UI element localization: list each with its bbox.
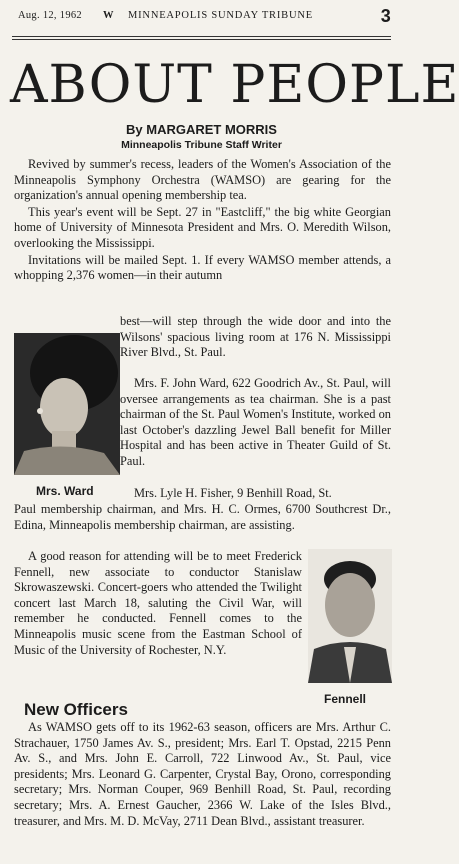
portrait-image bbox=[14, 333, 120, 475]
issue-date: Aug. 12, 1962 bbox=[18, 10, 82, 21]
paragraph-1: Revived by summer's recess, leaders of the Women's Association of the Minneapolis Symphony Orchestra (WAMSO) are gearing for the organization's annual opening membership tea. bbox=[14, 157, 391, 203]
section-subhead: New Officers bbox=[24, 700, 128, 719]
masthead-rule-thin bbox=[12, 39, 391, 40]
paragraph-4: Mrs. F. John Ward, 622 Goodrich Av., St. Paul, will oversee arrangements as tea chairman. She is a past chairman of the St. Paul Women's Institute, worked on last October's dazzling Jewel Ball benefit for Miller Hospital and has been active in Theater Guild of St. Paul. bbox=[120, 376, 391, 468]
paragraph-5-start: Mrs. Lyle H. Fisher, 9 Benhill Road, St. bbox=[134, 486, 332, 500]
mrs-ward-caption: Mrs. Ward bbox=[36, 484, 94, 498]
fennell-caption: Fennell bbox=[324, 692, 367, 706]
byline-credit: Minneapolis Tribune Staff Writer bbox=[121, 139, 282, 151]
portrait-image bbox=[308, 549, 392, 683]
byline: By MARGARET MORRIS bbox=[126, 122, 277, 137]
page-number: 3 bbox=[380, 6, 391, 26]
paragraph-3-start: Invitations will be mailed Sept. 1. If every WAMSO member attends, a whopping 2,376 women—in their autumn bbox=[14, 252, 391, 283]
paragraph-3-end: best—will step through the wide door and into the Wilsons' spacious living room at 176 N. Mississippi River Blvd., St. Paul. bbox=[120, 314, 391, 360]
paragraph-7: As WAMSO gets off to its 1962-63 season, officers are Mrs. Arthur C. Strachauer, 1750 James Av. S., president; Mrs. Earl T. Opstad, 2215 Penn Av. S., and Mrs. John E. Carroll, 722 Linwood Av., St. Paul, vice presidents; Mrs. Leonard G. Carpenter, Crystal Bay, Orono, corresponding secretary; Mrs. Norman Couper, 969 Benhill Road, St. Paul, recording secretary; Mrs. A. Ernest Gaucher, 2366 W. Lake of the Isles Blvd., treasurer, and Mrs. M. D. McVay, 2711 Dean Blvd., assistant treasurer. bbox=[14, 720, 391, 828]
paragraph-2: This year's event will be Sept. 27 in "Eastcliff," the big white Georgian home of University of Minnesota President and Mrs. O. Meredith Wilson, overlooking the Mississippi. bbox=[14, 204, 391, 250]
paragraph-5-end: Paul membership chairman, and Mrs. H. C. Ormes, 6700 Southcrest Dr., Edina, Minneapolis membership chairman, are assisting. bbox=[14, 502, 391, 532]
fennell-photo bbox=[308, 549, 392, 683]
masthead bbox=[8, 6, 395, 26]
mrs-ward-photo bbox=[14, 333, 120, 475]
newspaper-name: MINNEAPOLIS SUNDAY TRIBUNE bbox=[128, 10, 313, 21]
paragraph-6: A good reason for attending will be to meet Frederick Fennell, new associate to conductor Stanislaw Skrowaszewski. Concert-goers who attended the Twilight concert last March 18, saluting the Civil War, will remember he conducted. Fennell comes to the Minneapolis music scene from the Eastman School of Music of the University of Rochester, N.Y. bbox=[14, 549, 302, 657]
masthead-rule bbox=[12, 36, 391, 37]
edition-letter: W bbox=[103, 10, 114, 21]
article-headline: ABOUT PEOPLE bbox=[10, 55, 459, 115]
intro-column bbox=[14, 157, 391, 285]
